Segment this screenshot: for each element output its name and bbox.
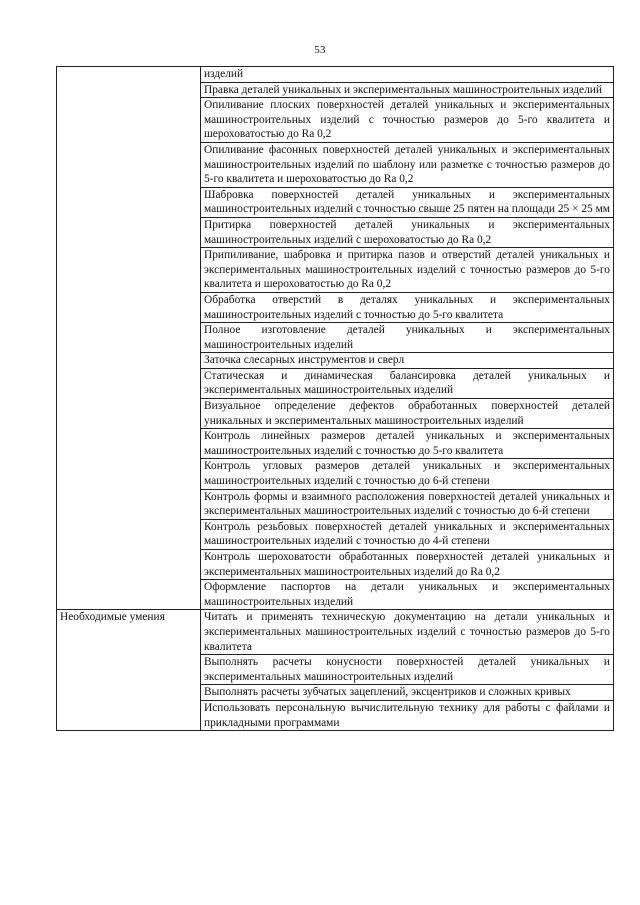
item-description: Читать и применять техническую документацию на детали уникальных и экспериментальных машиностроительных изделий с точностью размеров до 5-го квалитета <box>201 610 614 655</box>
item-description: Выполнять расчеты конусности поверхностей деталей уникальных и экспериментальных машиностроительных изделий <box>201 655 614 685</box>
table-row <box>57 610 614 655</box>
item-description: Выполнять расчеты зубчатых зацеплений, эксцентриков и сложных кривых <box>201 685 614 701</box>
item-description: Статическая и динамическая балансировка деталей уникальных и экспериментальных машиностроительных изделий <box>201 368 614 398</box>
item-description: Контроль шероховатости обработанных поверхностей деталей уникальных и экспериментальных машиностроительных изделий до Ra 0,2 <box>201 550 614 580</box>
item-description: Использовать персональную вычислительную технику для работы с файлами и прикладными программами <box>201 700 614 730</box>
section-label: Необходимые умения <box>57 610 201 731</box>
item-description: изделий <box>201 67 614 83</box>
item-description: Правка деталей уникальных и экспериментальных машиностроительных изделий <box>201 82 614 98</box>
item-description: Опиливание фасонных поверхностей деталей уникальных и экспериментальных машиностроительных изделий по шаблону или разметке с точностью размеров до 5-го квалитета и шероховатостью до Ra 0,2 <box>201 142 614 187</box>
item-description: Оформление паспортов на детали уникальных и экспериментальных машиностроительных изделий <box>201 580 614 610</box>
item-description: Визуальное определение дефектов обработанных поверхностей деталей уникальных и экспериментальных машиностроительных изделий <box>201 399 614 429</box>
item-description: Притирка поверхностей деталей уникальных и экспериментальных машиностроительных изделий с шероховатостью до Ra 0,2 <box>201 217 614 247</box>
item-description: Контроль линейных размеров деталей уникальных и экспериментальных машиностроительных изделий с точностью до 5-го квалитета <box>201 429 614 459</box>
item-description: Припиливание, шабровка и притирка пазов и отверстий деталей уникальных и экспериментальных машиностроительных изделий с точностью размеров до 5-го квалитета и шероховатостью до Ra 0,2 <box>201 248 614 293</box>
item-description: Шабровка поверхностей деталей уникальных и экспериментальных машиностроительных изделий с точностью свыше 25 пятен на площади 25 × 25 мм <box>201 187 614 217</box>
table-row <box>57 67 614 83</box>
skills-table <box>56 66 614 731</box>
page-number: 53 <box>314 44 326 56</box>
section-label <box>57 67 201 610</box>
item-description: Обработка отверстий в деталях уникальных и экспериментальных машиностроительных изделий с точностью до 5-го квалитета <box>201 292 614 322</box>
item-description: Контроль формы и взаимного расположения поверхностей деталей уникальных и экспериментальных машиностроительных изделий с точностью до 6-й степени <box>201 489 614 519</box>
item-description: Заточка слесарных инструментов и сверл <box>201 353 614 369</box>
item-description: Полное изготовление деталей уникальных и экспериментальных машиностроительных изделий <box>201 323 614 353</box>
item-description: Контроль угловых размеров деталей уникальных и экспериментальных машиностроительных изделий с точностью до 6-й степени <box>201 459 614 489</box>
item-description: Опиливание плоских поверхностей деталей уникальных и экспериментальных машиностроительных изделий с точностью размеров до 5-го квалитета и шероховатостью до Ra 0,2 <box>201 98 614 143</box>
item-description: Контроль резьбовых поверхностей деталей уникальных и экспериментальных машиностроительных изделий с точностью до 4-й степени <box>201 519 614 549</box>
table-body <box>57 67 614 731</box>
